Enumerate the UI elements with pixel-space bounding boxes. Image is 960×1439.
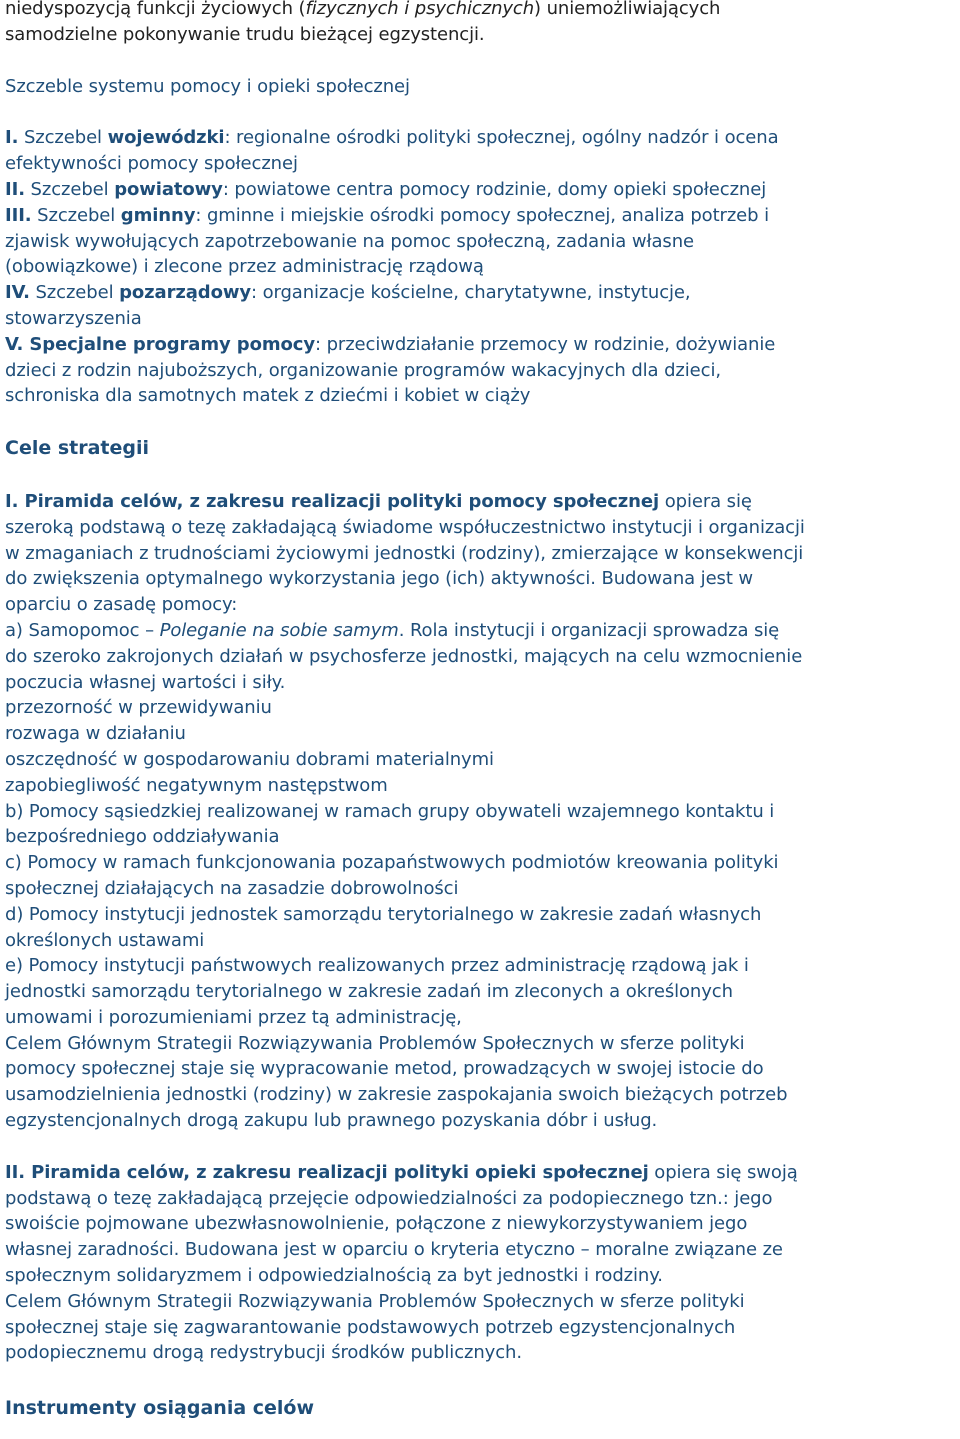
- item-a-line-1: a) Samopomoc – Poleganie na sobie samym. Rola instytucji i organizacji sprowadza się: [5, 619, 780, 641]
- item-d-line-2: określonych ustawami: [5, 929, 205, 951]
- main-goal-1-line-2: pomocy społecznej staje się wypracowanie metod, prowadzących w swojej istocie do: [5, 1058, 764, 1080]
- goals-heading: Cele strategii: [5, 437, 150, 460]
- item-d-line-1: d) Pomocy instytucji jednostek samorządu terytorialnego w zakresie zadań własnych: [5, 903, 762, 925]
- instruments-heading: Instrumenty osiągania celów: [5, 1397, 315, 1420]
- item-c-line-2: społecznej działających na zasadzie dobrowolności: [5, 877, 459, 899]
- pyramid-i-line-2: szeroką podstawą o tezę zakładającą świadome współuczestnictwo instytucji i organizacji: [5, 516, 805, 538]
- pyramid-ii-line-4: własnej zaradności. Budowana jest w oparciu o kryteria etyczno – moralne związane ze: [5, 1239, 783, 1261]
- item-a-line-2: do szeroko zakrojonych działań w psychosferze jednostki, mających na celu wzmocnienie: [5, 645, 803, 667]
- level-iii-line-1: III. Szczebel gminny: gminne i miejskie ośrodki pomocy społecznej, analiza potrzeb i: [5, 204, 770, 226]
- pyramid-ii-line-1: II. Piramida celów, z zakresu realizacji polityki opieki społecznej opiera się swoją: [5, 1161, 798, 1183]
- intro-line-1: niedyspozycją funkcji życiowych (fizycznych i psychicznych) uniemożliwiających: [5, 0, 721, 19]
- item-b-line-2: bezpośredniego oddziaływania: [5, 826, 280, 848]
- pyramid-i-line-3: w zmaganiach z trudnościami życiowymi jednostki (rodziny), zmierzające w konsekwencji: [5, 542, 804, 564]
- level-v-line-1: V. Specjalne programy pomocy: przeciwdziałanie przemocy w rodzinie, dożywianie: [5, 333, 776, 355]
- main-goal-2-line-3: podopiecznemu drogą redystrybucji środków publicznych.: [5, 1342, 522, 1364]
- pyramid-i-line-5: oparciu o zasadę pomocy:: [5, 594, 238, 616]
- main-goal-1-line-1: Celem Głównym Strategii Rozwiązywania Problemów Społecznych w sferze polityki: [5, 1032, 745, 1054]
- level-ii-line-1: II. Szczebel powiatowy: powiatowe centra pomocy rodzinie, domy opieki społecznej: [5, 178, 767, 200]
- intro-italic: fizycznych i psychicznych: [305, 0, 535, 19]
- document-page: [5, 0, 957, 1422]
- level-i-line-2: efektywności pomocy społecznej: [5, 153, 298, 175]
- main-goal-2-line-2: społecznej staje się zagwarantowanie podstawowych potrzeb egzystencjonalnych: [5, 1316, 736, 1338]
- pyramid-ii-line-2: podstawą o tezę zakładającą przejęcie odpowiedzialności za podopiecznego tzn.: jego: [5, 1187, 773, 1209]
- level-v-line-2: dzieci z rodzin najuboższych, organizowanie programów wakacyjnych dla dzieci,: [5, 359, 721, 381]
- item-e-line-2: jednostki samorządu terytorialnego w zakresie zadań im zleconych a określonych: [5, 981, 733, 1003]
- virtue-1: przezorność w przewidywaniu: [5, 697, 272, 719]
- level-iv-line-2: stowarzyszenia: [5, 307, 142, 329]
- item-b-line-1: b) Pomocy sąsiedzkiej realizowanej w ramach grupy obywateli wzajemnego kontaktu i: [5, 800, 775, 822]
- virtue-4: zapobiegliwość negatywnym następstwom: [5, 774, 388, 796]
- main-goal-2-line-1: Celem Głównym Strategii Rozwiązywania Problemów Społecznych w sferze polityki: [5, 1290, 745, 1312]
- virtue-3: oszczędność w gospodarowaniu dobrami materialnymi: [5, 748, 494, 770]
- pyramid-i-line-4: do zwiększenia optymalnego wykorzystania jego (ich) aktywności. Budowana jest w: [5, 568, 754, 590]
- main-goal-1-line-3: usamodzielnienia jednostki (rodziny) w zakresie zaspokajania swoich bieżących potrzeb: [5, 1084, 788, 1106]
- item-a-line-3: poczucia własnej wartości i siły.: [5, 671, 286, 693]
- level-iii-line-2: zjawisk wywołujących zapotrzebowanie na pomoc społeczną, zadania własne: [5, 230, 694, 252]
- level-iv-line-1: IV. Szczebel pozarządowy: organizacje kościelne, charytatywne, instytucje,: [5, 282, 691, 304]
- level-i-line-1: I. Szczebel wojewódzki: regionalne ośrodki polityki społecznej, ogólny nadzór i ocena: [5, 127, 779, 149]
- intro-line-2: samodzielne pokonywanie trudu bieżącej egzystencji.: [5, 23, 485, 45]
- level-v-line-3: schroniska dla samotnych matek z dziećmi i kobiet w ciąży: [5, 385, 531, 407]
- pyramid-i-line-1: I. Piramida celów, z zakresu realizacji polityki pomocy społecznej opiera się: [5, 490, 752, 512]
- item-e-line-3: umowami i porozumieniami przez tą administrację,: [5, 1006, 462, 1028]
- item-c-line-1: c) Pomocy w ramach funkcjonowania pozapaństwowych podmiotów kreowania polityki: [5, 852, 779, 874]
- pyramid-ii-line-5: społecznym solidaryzmem i odpowiedzialnością za byt jednostki i rodziny.: [5, 1265, 663, 1287]
- levels-heading: Szczeble systemu pomocy i opieki społecznej: [5, 75, 410, 97]
- main-goal-1-line-4: egzystencjonalnych drogą zakupu lub prawnego pozyskania dóbr i usług.: [5, 1110, 658, 1132]
- level-iii-line-3: (obowiązkowe) i zlecone przez administrację rządową: [5, 256, 484, 278]
- pyramid-ii-line-3: swoiście pojmowane ubezwłasnowolnienie, połączone z niewykorzystywaniem jego: [5, 1213, 748, 1235]
- item-e-line-1: e) Pomocy instytucji państwowych realizowanych przez administrację rządową jak i: [5, 955, 749, 977]
- virtue-2: rozwaga w działaniu: [5, 723, 186, 745]
